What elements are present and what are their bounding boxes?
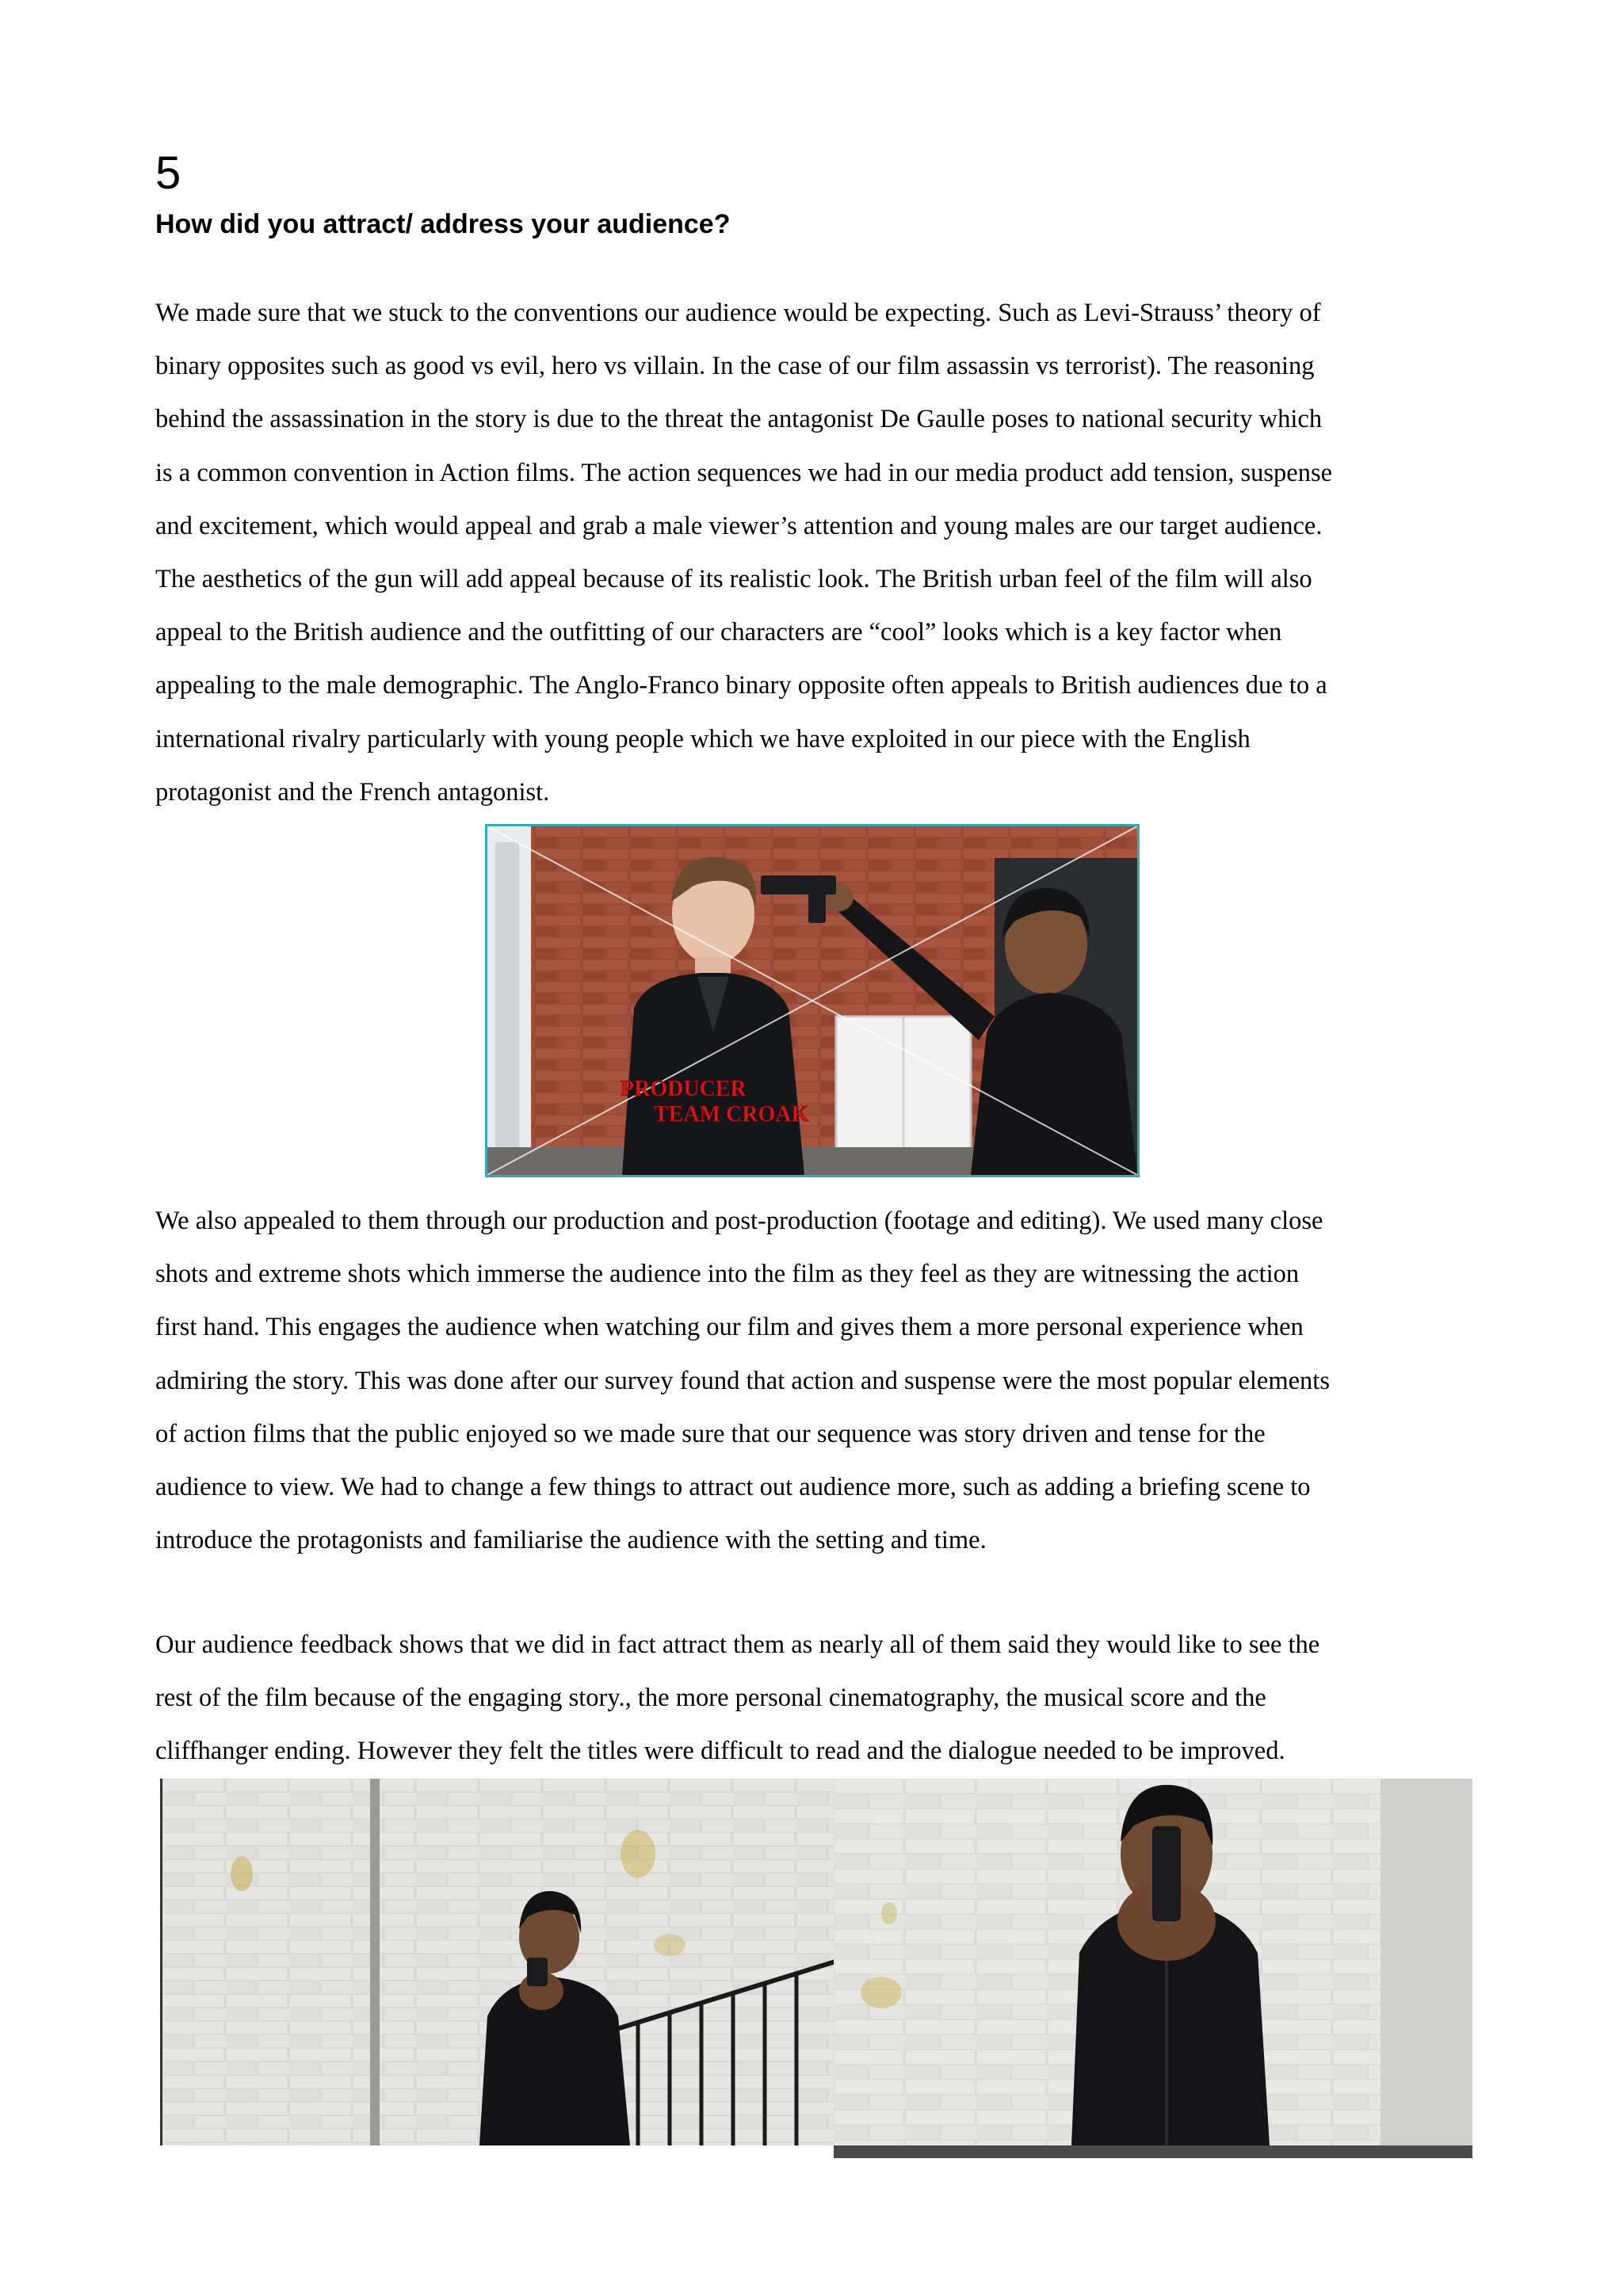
credit-title-producer: PRODUCER <box>621 1077 747 1101</box>
film-still-gun-to-head <box>485 824 1140 1177</box>
text-line: We made sure that we stuck to the conventions our audience would be expecting. Such as Levi-Strauss’ theory of <box>155 299 1321 327</box>
text-line: international rivalry particularly with young people which we have exploited in our piece with the English <box>155 724 1251 753</box>
credit-title-team: TEAM CROAK <box>654 1102 809 1127</box>
paragraph-production <box>155 1195 1487 1567</box>
section-heading: How did you attract/ address your audience? <box>155 209 731 239</box>
text-line: binary opposites such as good vs evil, hero vs villain. In the case of our film assassin vs terrorist). The reasoning <box>155 352 1315 381</box>
text-line: We also appealed to them through our production and post-production (footage and editing). We used many close <box>155 1207 1323 1235</box>
text-line: first hand. This engages the audience when watching our film and gives them a more personal experience when <box>155 1313 1304 1342</box>
text-line: appealing to the male demographic. The Anglo-Franco binary opposite often appeals to British audiences due to a <box>155 671 1327 700</box>
text-line: The aesthetics of the gun will add appeal because of its realistic look. The British urban feel of the film will also <box>155 565 1312 594</box>
text-line: protagonist and the French antagonist. <box>155 777 550 807</box>
film-still-stairwell-aim <box>160 1779 838 2145</box>
text-line: rest of the film because of the engaging story., the more personal cinematography, the musical score and the <box>155 1684 1266 1713</box>
paragraph-feedback <box>155 1619 1487 1779</box>
text-line: and excitement, which would appeal and grab a male viewer’s attention and young males are our target audience. <box>155 511 1323 540</box>
image-bottom-bar <box>834 2145 1472 2158</box>
film-still-close-aim <box>834 1779 1472 2145</box>
text-line: shots and extreme shots which immerse the audience into the film as they feel as they are witnessing the action <box>155 1260 1300 1289</box>
text-line: behind the assassination in the story is due to the threat the antagonist De Gaulle poses to national security which <box>155 405 1323 434</box>
text-line: Our audience feedback shows that we did in fact attract them as nearly all of them said they would like to see the <box>155 1630 1320 1659</box>
text-line: is a common convention in Action films. The action sequences we had in our media product add tension, suspense <box>155 458 1333 487</box>
paragraph-conventions <box>155 287 1487 819</box>
text-line: of action films that the public enjoyed so we made sure that our sequence was story driven and tense for the <box>155 1419 1266 1448</box>
text-line: admiring the story. This was done after our survey found that action and suspense were the most popular elements <box>155 1366 1330 1395</box>
text-line: cliffhanger ending. However they felt the titles were difficult to read and the dialogue needed to be improved. <box>155 1737 1285 1766</box>
text-line: audience to view. We had to change a few things to attract out audience more, such as adding a briefing scene to <box>155 1473 1311 1502</box>
text-line: appeal to the British audience and the outfitting of our characters are “cool” looks which is a key factor when <box>155 618 1282 647</box>
text-line: introduce the protagonists and familiarise the audience with the setting and time. <box>155 1526 987 1555</box>
page-number: 5 <box>155 147 181 199</box>
